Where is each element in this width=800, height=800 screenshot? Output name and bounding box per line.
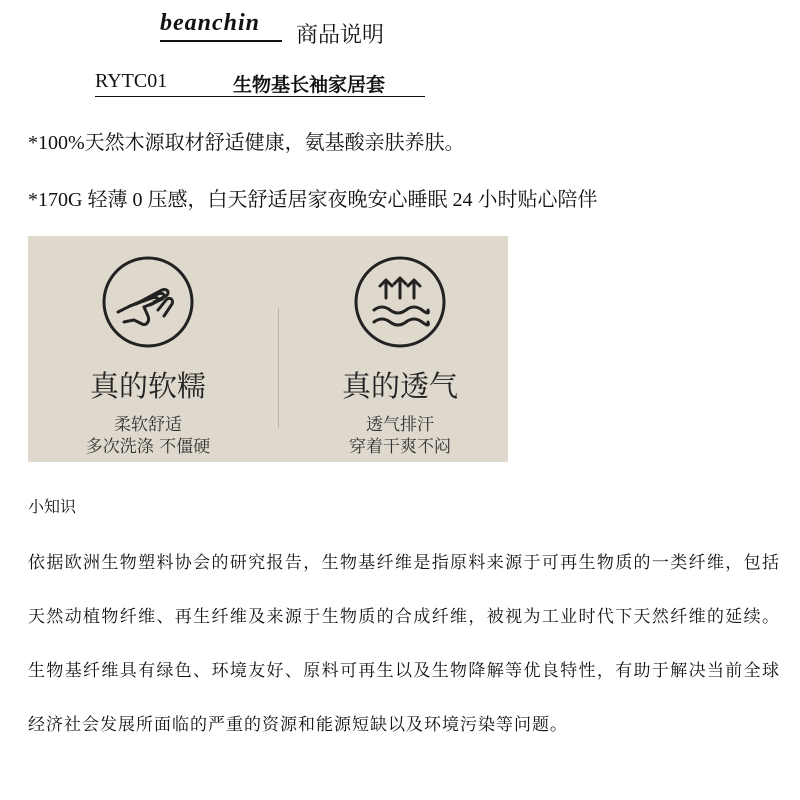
card-title: 真的软糯 bbox=[89, 369, 206, 403]
knowledge-title: 小知识 bbox=[28, 497, 77, 516]
feature-panel bbox=[28, 236, 508, 462]
brand-logo: beanchin bbox=[160, 10, 261, 36]
feature-line: *100%天然木源取材舒适健康，氨基酸亲肤养肤。 bbox=[28, 132, 465, 154]
knowledge-paragraph: 依据欧洲生物塑料协会的研究报告，生物基纤维是指原料来源于可再生物质的一类纤维，包括天然动植物纤维、再生纤维及来源于生物质的合成纤维，被视为工业时代下天然纤维的延续。 生物基纤维具有绿色、环境友好、原料可再生以及生物降解等优良特性，有助于解决当前全球经济社会发展所面临的严重的资源和能源短缺以及环境污染等问题。 bbox=[28, 553, 780, 735]
card-title: 真的透气 bbox=[341, 369, 458, 403]
card-line: 柔软舒适 bbox=[114, 415, 182, 435]
panel-divider bbox=[278, 308, 279, 428]
hand-icon bbox=[100, 254, 196, 350]
card-line: 透气排汗 bbox=[366, 415, 434, 435]
card-line: 多次洗涤 不僵硬 bbox=[85, 437, 211, 457]
feature-card-breathable bbox=[290, 236, 530, 462]
logo-underline bbox=[160, 40, 282, 42]
page-title: 商品说明 bbox=[296, 23, 385, 48]
product-code: RYTC01 bbox=[95, 70, 168, 92]
product-name: 生物基长袖家居套 bbox=[233, 74, 386, 96]
breathable-waves-icon bbox=[352, 254, 448, 350]
product-subtitle bbox=[95, 70, 425, 97]
feature-line: *170G 轻薄 0 压感，白天舒适居家夜晚安心睡眠 24 小时贴心陪伴 bbox=[28, 189, 598, 211]
feature-card-soft bbox=[38, 236, 278, 462]
card-line: 穿着干爽不闷 bbox=[349, 437, 451, 457]
header bbox=[160, 10, 480, 48]
